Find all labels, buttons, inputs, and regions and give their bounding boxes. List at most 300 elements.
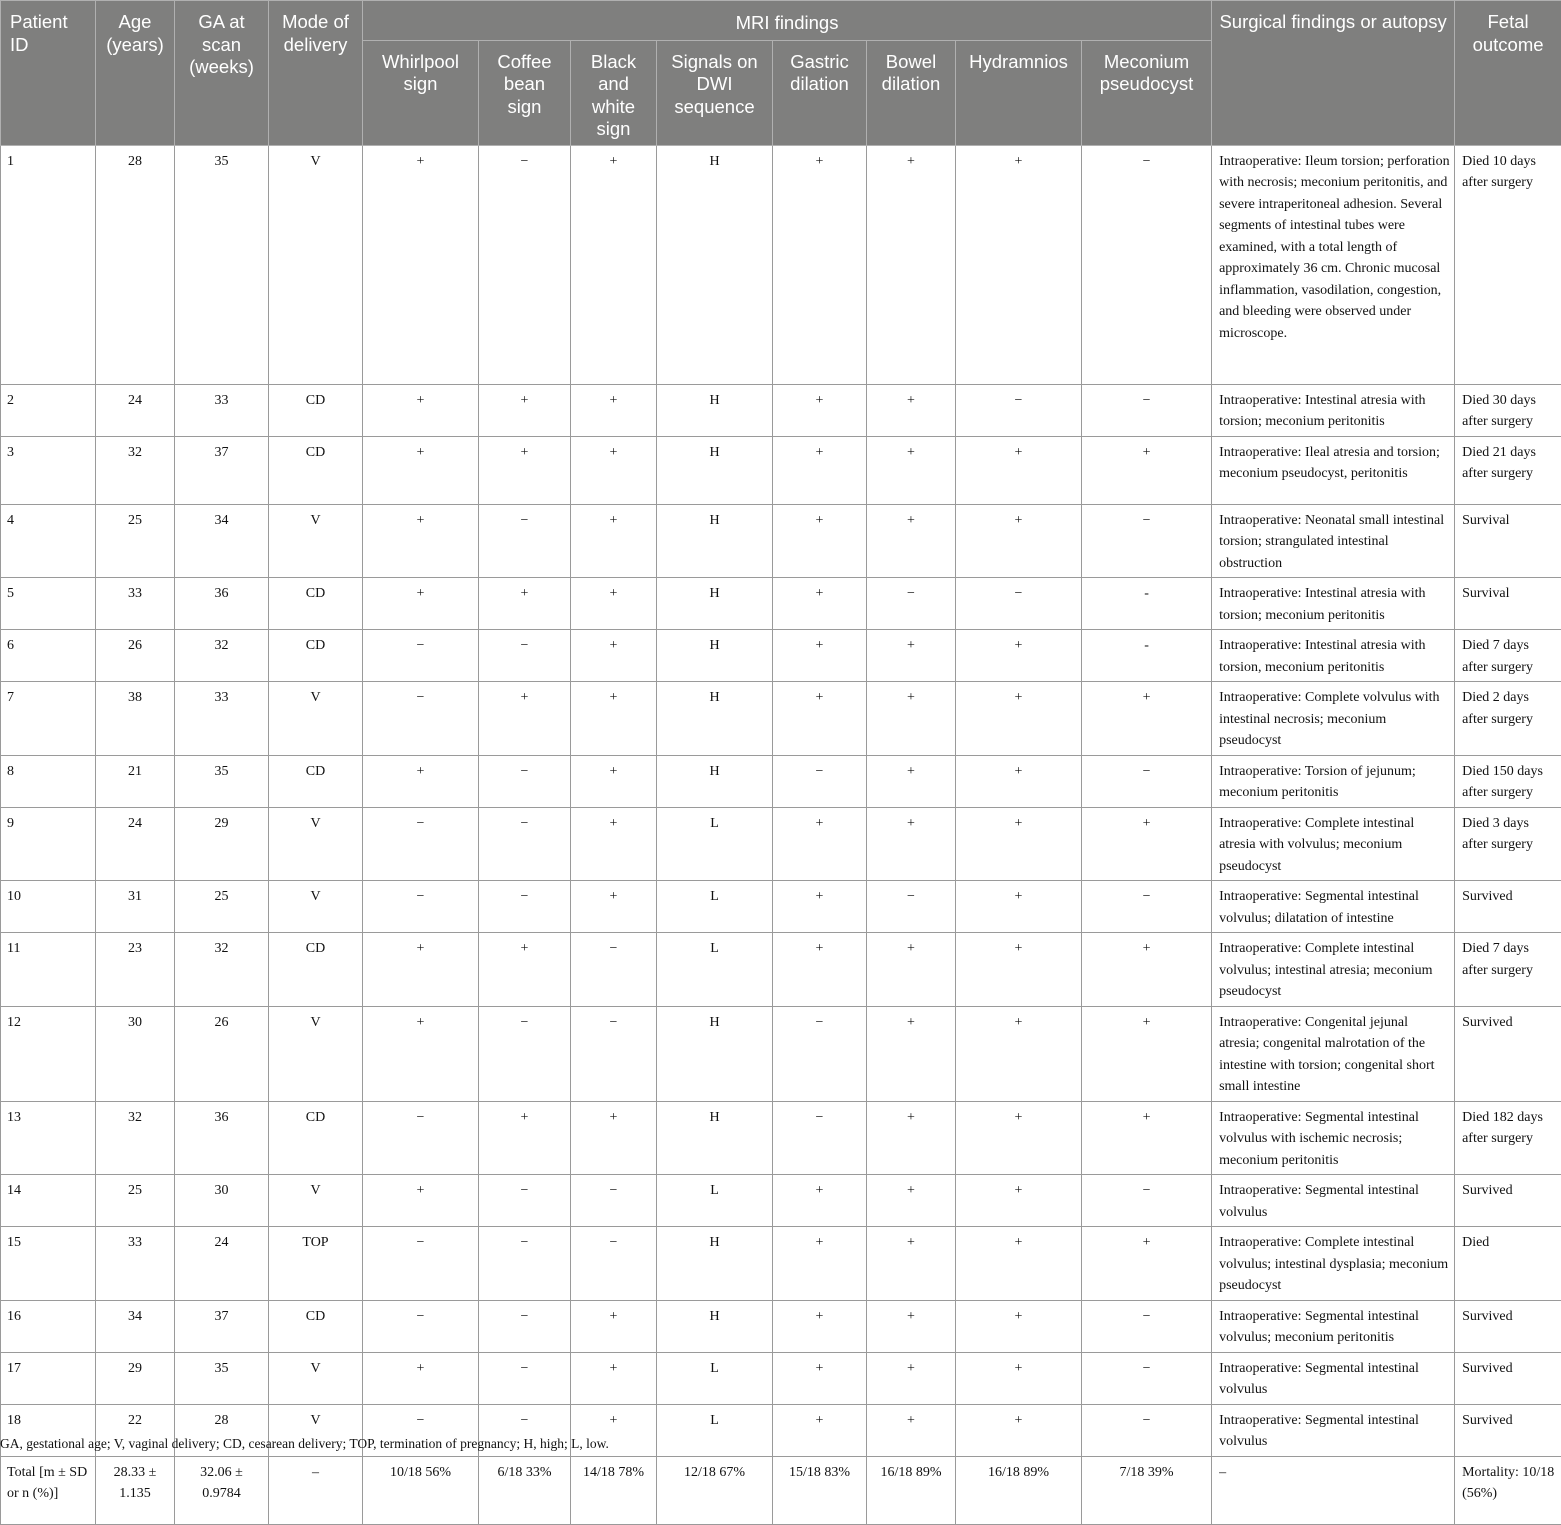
cell-patient-id: Total [m ± SD or n (%)] <box>1 1456 96 1524</box>
cell-mode: CD <box>269 1101 363 1175</box>
cell-coffee-bean: − <box>479 504 571 578</box>
cell-dwi: H <box>657 1227 773 1301</box>
header-hydramnios: Hydramnios <box>956 40 1082 145</box>
cell-black-white: + <box>571 145 657 384</box>
cell-dwi: H <box>657 1300 773 1352</box>
cell-whirlpool: − <box>363 1300 479 1352</box>
cell-patient-id: 12 <box>1 1006 96 1101</box>
cell-black-white: + <box>571 1300 657 1352</box>
cell-fetal-outcome: Died 182 days after surgery <box>1455 1101 1561 1175</box>
cell-black-white: − <box>571 1175 657 1227</box>
cell-coffee-bean: + <box>479 578 571 630</box>
cell-coffee-bean: − <box>479 807 571 881</box>
cell-coffee-bean: − <box>479 1175 571 1227</box>
header-patient-id: Patient ID <box>1 1 96 146</box>
cell-dwi: H <box>657 755 773 807</box>
cell-gastric: − <box>773 1006 867 1101</box>
cell-hydramnios: 16/18 89% <box>956 1456 1082 1524</box>
table-row <box>1 1175 1561 1227</box>
cell-hydramnios: + <box>956 1101 1082 1175</box>
cell-hydramnios: + <box>956 1352 1082 1404</box>
cell-age: 33 <box>96 578 175 630</box>
header-fetal-outcome: Fetal outcome <box>1455 1 1561 146</box>
cell-mode: V <box>269 807 363 881</box>
cell-patient-id: 5 <box>1 578 96 630</box>
cell-patient-id: 6 <box>1 630 96 682</box>
cell-surgical-findings: Intraoperative: Segmental intestinal volvulus <box>1212 1352 1455 1404</box>
cell-bowel: + <box>867 1175 956 1227</box>
cell-dwi: H <box>657 145 773 384</box>
cell-age: 32 <box>96 436 175 504</box>
cell-ga: 30 <box>175 1175 269 1227</box>
table-row <box>1 630 1561 682</box>
cell-ga: 33 <box>175 384 269 436</box>
cell-patient-id: 2 <box>1 384 96 436</box>
cell-bowel: 16/18 89% <box>867 1456 956 1524</box>
cell-fetal-outcome: Survived <box>1455 1404 1561 1456</box>
cell-meconium: − <box>1082 1300 1212 1352</box>
cell-dwi: L <box>657 1352 773 1404</box>
table-row <box>1 1101 1561 1175</box>
cell-bowel: + <box>867 384 956 436</box>
cell-patient-id: 8 <box>1 755 96 807</box>
cell-dwi: H <box>657 436 773 504</box>
header-age: Age (years) <box>96 1 175 146</box>
cell-black-white: + <box>571 755 657 807</box>
header-whirlpool: Whirlpool sign <box>363 40 479 145</box>
cell-meconium: + <box>1082 436 1212 504</box>
cell-patient-id: 7 <box>1 682 96 756</box>
cell-meconium: − <box>1082 1352 1212 1404</box>
cell-ga: 35 <box>175 755 269 807</box>
cell-mode: V <box>269 1175 363 1227</box>
cell-ga: 36 <box>175 578 269 630</box>
cell-hydramnios: − <box>956 384 1082 436</box>
cell-meconium: − <box>1082 504 1212 578</box>
table-row <box>1 145 1561 384</box>
cell-hydramnios: + <box>956 630 1082 682</box>
header-mode: Mode of delivery <box>269 1 363 146</box>
cell-patient-id: 17 <box>1 1352 96 1404</box>
cell-fetal-outcome: Mortality: 10/18 (56%) <box>1455 1456 1561 1524</box>
cell-hydramnios: + <box>956 881 1082 933</box>
cell-bowel: + <box>867 807 956 881</box>
cell-ga: 32 <box>175 933 269 1007</box>
cell-mode: CD <box>269 436 363 504</box>
table-row <box>1 1227 1561 1301</box>
total-row <box>1 1456 1561 1524</box>
cell-patient-id: 15 <box>1 1227 96 1301</box>
cell-hydramnios: + <box>956 755 1082 807</box>
cell-mode: V <box>269 1006 363 1101</box>
cell-black-white: + <box>571 384 657 436</box>
cell-mode: CD <box>269 630 363 682</box>
cell-whirlpool: + <box>363 384 479 436</box>
cell-surgical-findings: Intraoperative: Segmental intestinal volvulus with ischemic necrosis; meconium peritonitis <box>1212 1101 1455 1175</box>
cell-age: 28.33 ± 1.135 <box>96 1456 175 1524</box>
cell-black-white: + <box>571 807 657 881</box>
cell-age: 33 <box>96 1227 175 1301</box>
cell-whirlpool: + <box>363 755 479 807</box>
cell-black-white: + <box>571 630 657 682</box>
cell-meconium: - <box>1082 630 1212 682</box>
cell-age: 32 <box>96 1101 175 1175</box>
cell-dwi: H <box>657 630 773 682</box>
cell-mode: V <box>269 504 363 578</box>
cell-dwi: H <box>657 682 773 756</box>
cell-dwi: H <box>657 578 773 630</box>
cell-patient-id: 1 <box>1 145 96 384</box>
cell-surgical-findings: Intraoperative: Congenital jejunal atresia; congenital malrotation of the intestine with torsion; congenital short small intestine <box>1212 1006 1455 1101</box>
cell-surgical-findings: Intraoperative: Complete intestinal volvulus; intestinal atresia; meconium pseudocyst <box>1212 933 1455 1007</box>
cell-hydramnios: + <box>956 1300 1082 1352</box>
cell-dwi: H <box>657 384 773 436</box>
cell-fetal-outcome: Survival <box>1455 578 1561 630</box>
cell-mode: CD <box>269 933 363 1007</box>
cell-patient-id: 10 <box>1 881 96 933</box>
cell-whirlpool: + <box>363 1006 479 1101</box>
cell-gastric: + <box>773 1300 867 1352</box>
cell-coffee-bean: − <box>479 881 571 933</box>
cell-gastric: 15/18 83% <box>773 1456 867 1524</box>
cell-surgical-findings: Intraoperative: Segmental intestinal volvulus; dilatation of intestine <box>1212 881 1455 933</box>
cell-ga: 34 <box>175 504 269 578</box>
cell-surgical-findings: Intraoperative: Intestinal atresia with torsion; meconium peritonitis <box>1212 384 1455 436</box>
cell-fetal-outcome: Died 150 days after surgery <box>1455 755 1561 807</box>
cell-hydramnios: + <box>956 1404 1082 1456</box>
cell-mode: V <box>269 145 363 384</box>
cell-patient-id: 4 <box>1 504 96 578</box>
cell-age: 38 <box>96 682 175 756</box>
cell-mode: CD <box>269 755 363 807</box>
cell-fetal-outcome: Survived <box>1455 1300 1561 1352</box>
cell-ga: 24 <box>175 1227 269 1301</box>
cell-age: 29 <box>96 1352 175 1404</box>
cell-dwi: L <box>657 881 773 933</box>
table-row <box>1 578 1561 630</box>
cell-fetal-outcome: Survived <box>1455 1175 1561 1227</box>
cell-fetal-outcome: Survived <box>1455 1352 1561 1404</box>
cell-mode: V <box>269 1352 363 1404</box>
cell-hydramnios: + <box>956 145 1082 384</box>
table-row <box>1 933 1561 1007</box>
cell-ga: 32.06 ± 0.9784 <box>175 1456 269 1524</box>
cell-whirlpool: − <box>363 881 479 933</box>
cell-gastric: + <box>773 807 867 881</box>
cell-surgical-findings: Intraoperative: Ileal atresia and torsion; meconium pseudocyst, peritonitis <box>1212 436 1455 504</box>
cell-age: 22 <box>96 1404 175 1456</box>
cell-bowel: + <box>867 1227 956 1301</box>
cell-coffee-bean: − <box>479 1404 571 1456</box>
cell-age: 30 <box>96 1006 175 1101</box>
cell-black-white: 14/18 78% <box>571 1456 657 1524</box>
cell-gastric: + <box>773 933 867 1007</box>
header-gastric: Gastric dilation <box>773 40 867 145</box>
table-row <box>1 755 1561 807</box>
cell-patient-id: 18 <box>1 1404 96 1456</box>
cell-whirlpool: + <box>363 1175 479 1227</box>
cell-coffee-bean: − <box>479 755 571 807</box>
cell-bowel: + <box>867 630 956 682</box>
cell-bowel: + <box>867 1101 956 1175</box>
cell-dwi: L <box>657 933 773 1007</box>
cell-fetal-outcome: Died 10 days after surgery <box>1455 145 1561 384</box>
cell-fetal-outcome: Died 7 days after surgery <box>1455 630 1561 682</box>
cell-fetal-outcome: Died 3 days after surgery <box>1455 807 1561 881</box>
cell-whirlpool: − <box>363 630 479 682</box>
cell-hydramnios: + <box>956 1175 1082 1227</box>
cell-black-white: − <box>571 1006 657 1101</box>
cell-coffee-bean: − <box>479 1006 571 1101</box>
cell-mode: V <box>269 682 363 756</box>
cell-mode: CD <box>269 578 363 630</box>
cell-surgical-findings: Intraoperative: Segmental intestinal volvulus <box>1212 1175 1455 1227</box>
cell-bowel: + <box>867 145 956 384</box>
cell-ga: 29 <box>175 807 269 881</box>
cell-coffee-bean: − <box>479 145 571 384</box>
cell-dwi: L <box>657 807 773 881</box>
table-body <box>1 145 1561 1524</box>
table-row <box>1 1006 1561 1101</box>
table-row <box>1 1300 1561 1352</box>
cell-meconium: 7/18 39% <box>1082 1456 1212 1524</box>
cell-hydramnios: + <box>956 1227 1082 1301</box>
cell-bowel: + <box>867 1300 956 1352</box>
cell-hydramnios: + <box>956 933 1082 1007</box>
cell-ga: 33 <box>175 682 269 756</box>
cell-ga: 37 <box>175 1300 269 1352</box>
cell-surgical-findings: Intraoperative: Torsion of jejunum; meconium peritonitis <box>1212 755 1455 807</box>
table-footnote: GA, gestational age; V, vaginal delivery; CD, cesarean delivery; TOP, termination of pregnancy; H, high; L, low. <box>0 1436 609 1452</box>
table-row <box>1 504 1561 578</box>
cell-ga: 28 <box>175 1404 269 1456</box>
cell-whirlpool: − <box>363 807 479 881</box>
cell-patient-id: 11 <box>1 933 96 1007</box>
cell-whirlpool: + <box>363 933 479 1007</box>
cell-coffee-bean: − <box>479 1227 571 1301</box>
cell-mode: V <box>269 1404 363 1456</box>
cell-meconium: - <box>1082 578 1212 630</box>
cell-bowel: + <box>867 1404 956 1456</box>
cell-gastric: + <box>773 578 867 630</box>
cell-surgical-findings: Intraoperative: Intestinal atresia with torsion; meconium peritonitis <box>1212 578 1455 630</box>
cell-age: 34 <box>96 1300 175 1352</box>
cell-coffee-bean: − <box>479 1352 571 1404</box>
cell-meconium: + <box>1082 1227 1212 1301</box>
cell-meconium: − <box>1082 1404 1212 1456</box>
cell-gastric: + <box>773 1175 867 1227</box>
cell-fetal-outcome: Died 21 days after surgery <box>1455 436 1561 504</box>
cell-age: 25 <box>96 1175 175 1227</box>
table-row <box>1 384 1561 436</box>
cell-whirlpool: − <box>363 682 479 756</box>
cell-age: 21 <box>96 755 175 807</box>
cell-age: 28 <box>96 145 175 384</box>
cell-ga: 36 <box>175 1101 269 1175</box>
cell-coffee-bean: + <box>479 682 571 756</box>
cell-ga: 32 <box>175 630 269 682</box>
cell-whirlpool: 10/18 56% <box>363 1456 479 1524</box>
table-row <box>1 881 1561 933</box>
cell-surgical-findings: Intraoperative: Ileum torsion; perforation with necrosis; meconium peritonitis, and severe intraperitoneal adhesion. Several segments of intestinal tubes were examined, with a total length of approximately 36 cm. Chronic mucosal inflammation, vasodilation, congestion, and bleeding were observed under microscope. <box>1212 145 1455 384</box>
cell-whirlpool: − <box>363 1227 479 1301</box>
cell-black-white: + <box>571 1101 657 1175</box>
cell-bowel: − <box>867 881 956 933</box>
cell-whirlpool: + <box>363 578 479 630</box>
cell-gastric: + <box>773 1404 867 1456</box>
cell-ga: 25 <box>175 881 269 933</box>
cell-meconium: + <box>1082 933 1212 1007</box>
header-surgical-findings: Surgical findings or autopsy <box>1212 1 1455 146</box>
cell-bowel: + <box>867 682 956 756</box>
cell-whirlpool: − <box>363 1101 479 1175</box>
cell-whirlpool: + <box>363 1352 479 1404</box>
cell-gastric: + <box>773 145 867 384</box>
cell-whirlpool: + <box>363 504 479 578</box>
cell-mode: CD <box>269 1300 363 1352</box>
cell-bowel: + <box>867 755 956 807</box>
cell-age: 26 <box>96 630 175 682</box>
table-row <box>1 682 1561 756</box>
cell-coffee-bean: − <box>479 1300 571 1352</box>
cell-meconium: − <box>1082 145 1212 384</box>
table-row <box>1 807 1561 881</box>
cell-age: 31 <box>96 881 175 933</box>
cell-hydramnios: + <box>956 807 1082 881</box>
cell-fetal-outcome: Survived <box>1455 1006 1561 1101</box>
cell-dwi: L <box>657 1175 773 1227</box>
cell-gastric: + <box>773 682 867 756</box>
cell-meconium: − <box>1082 384 1212 436</box>
cell-dwi: L <box>657 1404 773 1456</box>
cell-gastric: + <box>773 504 867 578</box>
cell-gastric: + <box>773 384 867 436</box>
cell-fetal-outcome: Survived <box>1455 881 1561 933</box>
cell-meconium: + <box>1082 1101 1212 1175</box>
cell-bowel: + <box>867 1006 956 1101</box>
cell-coffee-bean: + <box>479 436 571 504</box>
cell-black-white: + <box>571 1404 657 1456</box>
cell-fetal-outcome: Died 2 days after surgery <box>1455 682 1561 756</box>
cell-black-white: + <box>571 682 657 756</box>
cell-coffee-bean: + <box>479 1101 571 1175</box>
cell-gastric: + <box>773 1227 867 1301</box>
cell-whirlpool: − <box>363 1404 479 1456</box>
cell-dwi: H <box>657 504 773 578</box>
cell-patient-id: 3 <box>1 436 96 504</box>
header-meconium: Meconium pseudocyst <box>1082 40 1212 145</box>
cell-hydramnios: + <box>956 504 1082 578</box>
cell-meconium: − <box>1082 881 1212 933</box>
header-coffee-bean: Coffee bean sign <box>479 40 571 145</box>
cell-surgical-findings: Intraoperative: Intestinal atresia with torsion, meconium peritonitis <box>1212 630 1455 682</box>
cell-bowel: − <box>867 578 956 630</box>
cell-meconium: − <box>1082 755 1212 807</box>
cell-whirlpool: + <box>363 436 479 504</box>
cell-hydramnios: + <box>956 1006 1082 1101</box>
header-ga: GA at scan (weeks) <box>175 1 269 146</box>
cell-hydramnios: − <box>956 578 1082 630</box>
cell-surgical-findings: Intraoperative: Neonatal small intestinal torsion; strangulated intestinal obstruction <box>1212 504 1455 578</box>
cell-fetal-outcome: Died 30 days after surgery <box>1455 384 1561 436</box>
cell-gastric: − <box>773 755 867 807</box>
cell-meconium: + <box>1082 1006 1212 1101</box>
cell-ga: 37 <box>175 436 269 504</box>
cell-ga: 26 <box>175 1006 269 1101</box>
cell-mode: CD <box>269 384 363 436</box>
cell-bowel: + <box>867 504 956 578</box>
cell-coffee-bean: 6/18 33% <box>479 1456 571 1524</box>
cell-bowel: + <box>867 933 956 1007</box>
cell-whirlpool: + <box>363 145 479 384</box>
cell-age: 24 <box>96 384 175 436</box>
cell-gastric: + <box>773 630 867 682</box>
cell-coffee-bean: − <box>479 630 571 682</box>
cell-surgical-findings: Intraoperative: Complete volvulus with intestinal necrosis; meconium pseudocyst <box>1212 682 1455 756</box>
cell-hydramnios: + <box>956 682 1082 756</box>
cell-black-white: + <box>571 881 657 933</box>
cell-black-white: − <box>571 933 657 1007</box>
cell-surgical-findings: Intraoperative: Segmental intestinal volvulus <box>1212 1404 1455 1456</box>
table-row <box>1 1352 1561 1404</box>
cell-patient-id: 16 <box>1 1300 96 1352</box>
cell-ga: 35 <box>175 145 269 384</box>
cell-dwi: H <box>657 1101 773 1175</box>
cell-mode: V <box>269 881 363 933</box>
cell-gastric: + <box>773 881 867 933</box>
cell-meconium: + <box>1082 807 1212 881</box>
cell-bowel: + <box>867 436 956 504</box>
cell-gastric: − <box>773 1101 867 1175</box>
cell-dwi: H <box>657 1006 773 1101</box>
cell-age: 23 <box>96 933 175 1007</box>
cell-surgical-findings: – <box>1212 1456 1455 1524</box>
header-bowel: Bowel dilation <box>867 40 956 145</box>
cell-gastric: + <box>773 1352 867 1404</box>
cell-black-white: + <box>571 1352 657 1404</box>
cell-surgical-findings: Intraoperative: Segmental intestinal volvulus; meconium peritonitis <box>1212 1300 1455 1352</box>
cell-patient-id: 13 <box>1 1101 96 1175</box>
cell-hydramnios: + <box>956 436 1082 504</box>
cell-age: 25 <box>96 504 175 578</box>
cell-dwi: 12/18 67% <box>657 1456 773 1524</box>
cell-fetal-outcome: Survival <box>1455 504 1561 578</box>
cell-gastric: + <box>773 436 867 504</box>
cell-fetal-outcome: Died 7 days after surgery <box>1455 933 1561 1007</box>
cell-surgical-findings: Intraoperative: Complete intestinal volvulus; intestinal dysplasia; meconium pseudocyst <box>1212 1227 1455 1301</box>
cell-coffee-bean: + <box>479 384 571 436</box>
cell-black-white: + <box>571 436 657 504</box>
cell-ga: 35 <box>175 1352 269 1404</box>
table-row <box>1 436 1561 504</box>
cell-mode: – <box>269 1456 363 1524</box>
header-black-white: Black and white sign <box>571 40 657 145</box>
header-mri-findings: MRI findings <box>363 1 1212 41</box>
cell-black-white: − <box>571 1227 657 1301</box>
header-dwi: Signals on DWI sequence <box>657 40 773 145</box>
cell-surgical-findings: Intraoperative: Complete intestinal atresia with volvulus; meconium pseudocyst <box>1212 807 1455 881</box>
cell-meconium: − <box>1082 1175 1212 1227</box>
cell-mode: TOP <box>269 1227 363 1301</box>
cell-bowel: + <box>867 1352 956 1404</box>
cell-black-white: + <box>571 504 657 578</box>
cell-meconium: + <box>1082 682 1212 756</box>
cell-patient-id: 9 <box>1 807 96 881</box>
cell-fetal-outcome: Died <box>1455 1227 1561 1301</box>
cell-coffee-bean: + <box>479 933 571 1007</box>
cell-age: 24 <box>96 807 175 881</box>
cell-black-white: + <box>571 578 657 630</box>
